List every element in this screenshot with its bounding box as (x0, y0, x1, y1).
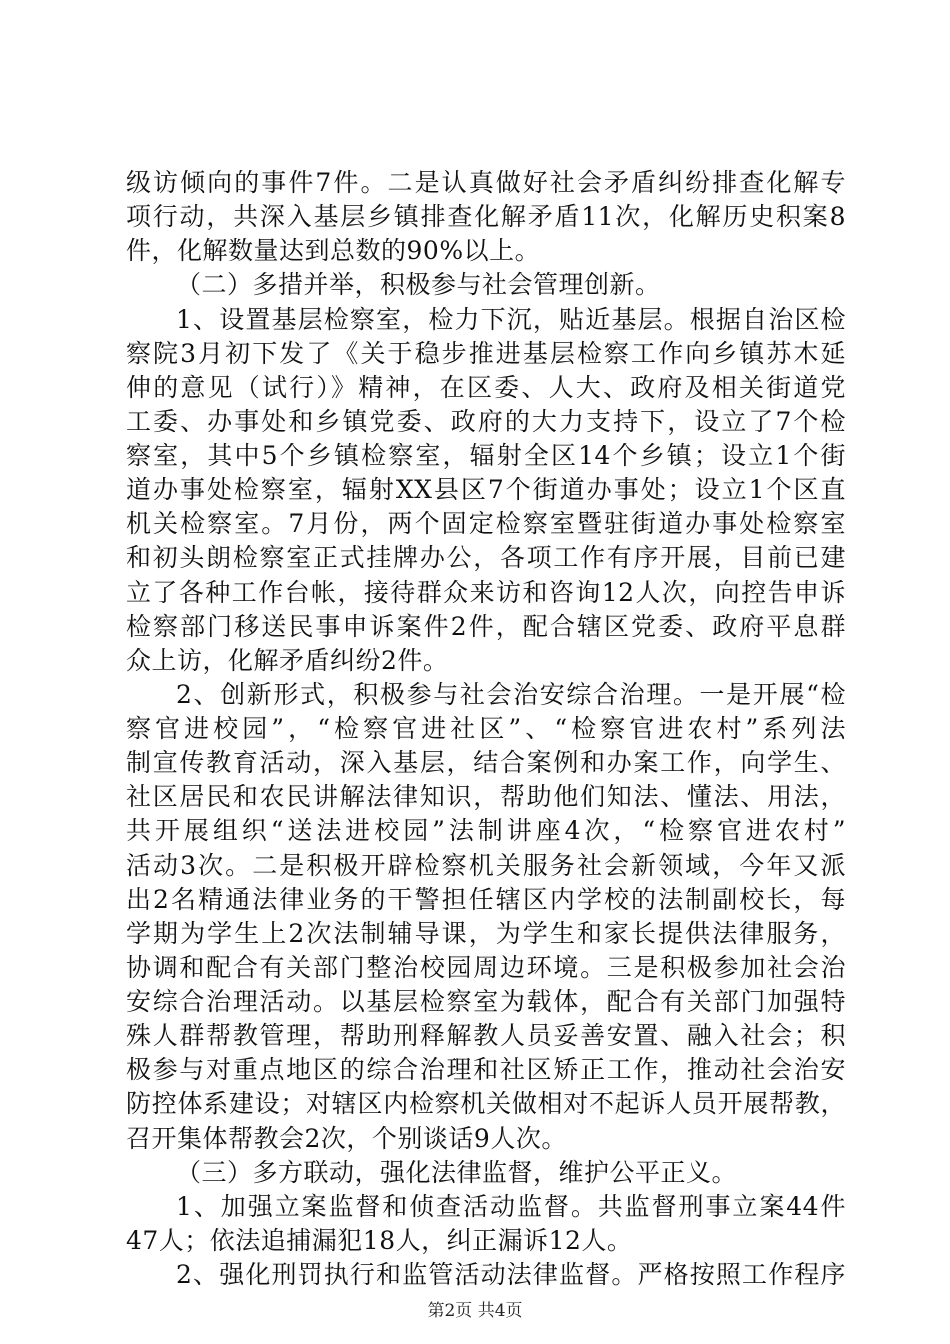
paragraph-line: 项行动，共深入基层乡镇排查化解矛盾11次，化解历史积案8 (126, 202, 846, 231)
page-number-footer: 第2页 共4页 (427, 1301, 523, 1321)
paragraph-line: 件，化解数量达到总数的90%以上。 (126, 236, 541, 265)
paragraph-line: 安综合治理活动。以基层检察室为载体，配合有关部门加强特 (126, 987, 846, 1016)
paragraph-line: 机关检察室。7月份，两个固定检察室暨驻街道办事处检察室 (126, 509, 846, 538)
paragraph-line: 和初头朗检察室正式挂牌办公，各项工作有序开展，目前已建 (126, 543, 846, 572)
paragraph-line: 出2名精通法律业务的干警担任辖区内学校的法制副校长，每 (126, 885, 846, 914)
paragraph-line: 学期为学生上2次法制辅导课，为学生和家长提供法律服务， (126, 919, 846, 948)
paragraph-line: 协调和配合有关部门整治校园周边环境。三是积极参加社会治 (126, 953, 846, 982)
paragraph-line-overflow: 2、强化刑罚执行和监管活动法律监督。严格按照工作程序 (176, 1260, 846, 1289)
paragraph-line: 殊人群帮教管理，帮助刑释解教人员妥善安置、融入社会；积 (126, 1021, 846, 1050)
paragraph-line: 察官进校园”，“检察官进社区”、“检察官进农村”系列法 (126, 714, 846, 743)
paragraph-line: 47人；依法追捕漏犯18人，纠正漏诉12人。 (126, 1226, 633, 1255)
paragraph-line: 立了各种工作台帐，接待群众来访和咨询12人次，向控告申诉 (126, 578, 846, 607)
paragraph-line: 极参与对重点地区的综合治理和社区矫正工作，推动社会治安 (126, 1055, 846, 1084)
paragraph-line: 众上访，化解矛盾纠纷2件。 (126, 646, 449, 675)
paragraph-line: 察院3月初下发了《关于稳步推进基层检察工作向乡镇苏木延 (126, 339, 846, 368)
paragraph-line: 1、设置基层检察室，检力下沉，贴近基层。根据自治区检 (176, 305, 846, 334)
paragraph-line: 伸的意见（试行）》精神，在区委、人大、政府及相关街道党 (126, 373, 846, 402)
paragraph-line: 召开集体帮教会2次，个别谈话9人次。 (126, 1124, 567, 1153)
paragraph-line: 察室，其中5个乡镇检察室，辐射全区14个乡镇；设立1个街 (126, 441, 846, 470)
section-heading: （二）多措并举，积极参与社会管理创新。 (176, 270, 661, 299)
paragraph-line: 道办事处检察室，辐射XX县区7个街道办事处；设立1个区直 (126, 475, 846, 504)
paragraph-line: 共开展组织“送法进校园”法制讲座4次，“检察官进农村” (126, 816, 846, 845)
paragraph-line: 社区居民和农民讲解法律知识，帮助他们知法、懂法、用法， (126, 782, 846, 811)
paragraph-line: 级访倾向的事件7件。二是认真做好社会矛盾纠纷排查化解专 (126, 168, 846, 197)
paragraph-line: 检察部门移送民事申诉案件2件，配合辖区党委、政府平息群 (126, 612, 846, 641)
paragraph-line: 制宣传教育活动，深入基层，结合案例和办案工作，向学生、 (126, 748, 846, 777)
paragraph-line: 防控体系建设；对辖区内检察机关做相对不起诉人员开展帮教， (126, 1089, 846, 1118)
paragraph-line: 活动3次。二是积极开辟检察机关服务社会新领域，今年又派 (126, 851, 846, 880)
paragraph-line: 1、加强立案监督和侦查活动监督。共监督刑事立案44件 (176, 1192, 846, 1221)
section-heading: （三）多方联动，强化法律监督，维护公平正义。 (176, 1158, 738, 1187)
paragraph-line: 2、创新形式，积极参与社会治安综合治理。一是开展“检 (176, 680, 846, 709)
paragraph-line: 工委、办事处和乡镇党委、政府的大力支持下，设立了7个检 (126, 407, 846, 436)
